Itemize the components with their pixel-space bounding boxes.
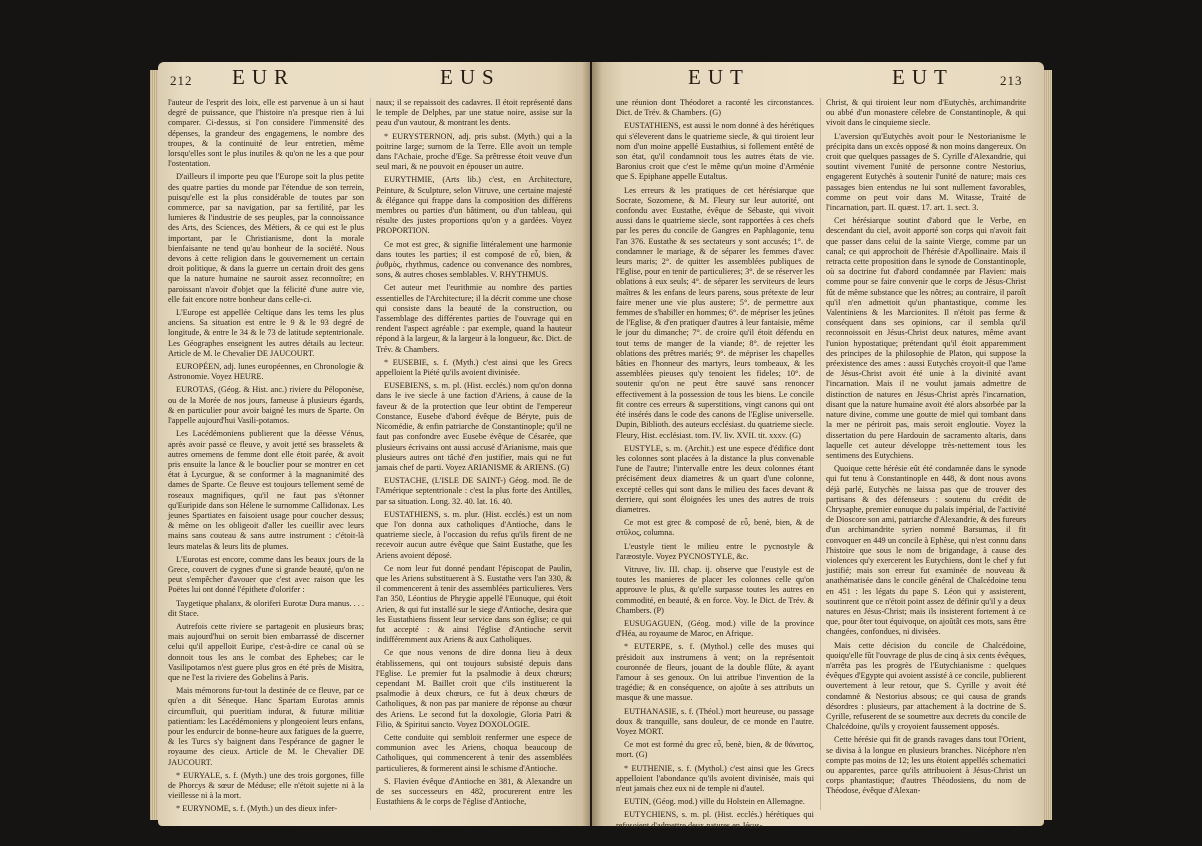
paragraph: * EUSEBIE, s. f. (Myth.) c'est ainsi que les Grecs appelloient la Piété qu'ils avoient divinisée. <box>376 357 572 378</box>
paragraph: Ce mot est grec, & signifie littéralement une harmonie dans toutes les parties; il est composé de εὖ, bien, & ῥυθμὸς, rhythmus, cadence ou convenance des nombres, sons, & autres choses semblables. V. RHYTHMUS. <box>376 239 572 280</box>
paragraph: S. Flavien évêque d'Antioche en 381, & Alexandre un de ses successeurs en 482, procurerent entre les Eustathiens & le corps de l'église d'Antioche, <box>376 776 572 807</box>
paragraph: EUSTATHIENS, est aussi le nom donné à des hérétiques qui s'éleverent dans le quatrieme siecle, & qui tiroient leur nom d'un moine appellé Eustathius, si follement entêté de son état, qu'il condamnoit tous les autres états de vie. Baronius croit que c'est le même qu'un moine d'Arménie que S. Epiphane appelle Eutaltus. <box>616 121 814 182</box>
paragraph: EUSTACHE, (L'ISLE DE SAINT-) Géog. mod. île de l'Amérique septentrionale : c'est la plus forte des Antilles, par sa situation. Long. 32. 40. lat. 16. 40. <box>376 476 572 506</box>
paragraph: * EUTERPE, s. f. (Mythol.) celle des muses qui présidoit aux instrumens à vent; on la représentoit couronnée de fleurs, jouant de la double flûte, & ayant l'amour à ses genoux. On lui attribue l'invention de la tragédie; & en conséquence, on ajoûte à ses attributs un masque & une massue. <box>616 642 814 703</box>
left-page-column-1 <box>168 98 364 814</box>
paragraph: * EURYNOME, s. f. (Myth.) un des dieux infer- <box>176 804 338 814</box>
paragraph: Ce que nous venons de dire donna lieu à deux établissemens, qui ont toujours subsisté depuis dans l'Eglise. Le premier fut la psalmodie à deux chœurs; cependant M. Baillet croit que c'ils instituerent la psalmodie à deux chœurs, ce fut à deux chœurs de Catholiques, & non pas par maniere de réponse au chœur des Ariens. Le second fut la doxologie, Gloria Patri & Filio, & Spiritui sancto. Voyez DOXOLOGIE. <box>376 648 572 729</box>
paragraph: EURYTHMIE, (Arts lib.) c'est, en Architecture, Peinture, & Sculpture, selon Vitruve, une certaine majesté & élégance qui frappe dans la composition des différens membres ou parties d'un bâtiment, ou d'un tableau, qui résulte des justes proportions qu'on y a gardées. Voyez PROPORTION. <box>376 175 572 236</box>
paragraph: L'aversion qu'Eutychès avoit pour le Nestorianisme le précipita dans un excès opposé & non moins dangereux. On croit que quelques passages de S. Cyrille d'Alexandrie, qui soutint vivement l'unité de personne contre Nestorius, engagerent Eutychès à soutenir l'unité de nature; mais ces passages bien entendus ne lui sont nullement favorables, comme on peut voir dans M. Witasse, Traité de l'incarnation, part. II. quæst. 17. art. 1. sect. 3. <box>826 131 1026 213</box>
paragraph: L'eustyle tient le milieu entre le pycnostyle & l'aræostyle. Voyez PYCNOSTYLE, &c. <box>616 541 814 561</box>
paragraph: Cet hérésiarque soutint d'abord que le Verbe, en descendant du ciel, avoit apporté son corps qui n'avoit fait que passer dans celui de la sainte Vierge, comme par un canal; ce qui approchoit de l'hérésie d'Apollinaire. Mais il retracta cette proposition dans le synode de Constantinople, où sa doctrine fut d'abord condamnée par Flavien: mais comme pour se faire convenir que le corps de Jésus-Christ fût de même substance que les nôtres; au contraire, il paroît qu'il n'en admettoit qu'un phantastique, comme les Valentiniens & les Marcionites. Il n'étoit pas ferme & conséquent dans ses opinions, car il sembla qu'il reconnoissoit en Jésus-Christ deux natures, même avant l'union hypostatique; prétendant qu'il étoit apparemment des principes de la philosophie de Platon, qui suppose la préexistence des ames : aussi Eutychès croyoit-il que l'ame de Jésus-Christ avoit été unie à la divinité avant l'incarnation. Mais il ne voulut jamais admettre de distinction de natures en Jésus-Christ après l'incarnation, disant que la nature humaine avoit été alors absorbée par la nature divine, comme une goutte de miel qui tombant dans la mer ne périroit pas, mais seroit engloutie. Voyez la dissertation du pere Hardouin de sacramento altaris, dans laquelle cet auteur développe très-nettement tous les sentimens des Eutychiens. <box>826 216 1026 460</box>
paragraph: l'auteur de l'esprit des loix, elle est parvenue à un si haut degré de puissance, que l'histoire n'a presque rien à lui comparer. Ci-dessus, si l'on considere l'immensité des dépenses, la grandeur des engagemens, le nombre des troupes, & la continuité de leur entretien, même lorsqu'elles sont le plus inutiles & qu'on ne les a que pour l'ostentation. <box>168 98 364 169</box>
paragraph: * EUTHENIE, s. f. (Mythol.) c'est ainsi que les Grecs appelloient l'abondance qu'ils avoient divinisée, mais qui n'eut jamais chez eux ni de temple ni d'autel. <box>616 763 814 793</box>
paragraph: L'Europe est appellée Celtique dans les tems les plus anciens. Sa situation est entre le 9 & le 93 degré de longitude, & entre le 34 & le 73 de latitude septentrionale. Les Géographes enseignent les autres détails au lecteur. Article de M. le Chevalier DE JAUCOURT. <box>168 308 364 358</box>
paragraph: Quoique cette hérésie eût été condamnée dans le synode qui fut tenu à Constantinople en 448, & dont nous avons déjà parlé, Eutychès ne laissa pas que de trouver des partisans & des défenseurs : soutenu du crédit de Chrysaphe, premier eunuque du palais impérial, de l'activité de Dioscore son ami, patriarche d'Alexandrie, & des fureurs d'un archimandrite syrien nommé Barsumas, il fit convoquer en 449 un concile à Ephèse, qui n'est connu dans l'histoire que sous le nom de brigandage, à cause des violences qu'y exercerent les Eutychiens, dont le chef y fut justifié; mais son erreur fut examinée de nouveau & anathématisée dans le concile général de Chalcédoine tenu en 451 : les légats du pape S. Léon qui y assisterent, soutinrent que ce n'étoit point assez de définir qu'il y a deux natures en Jésus-Christ; mais ils insisterent fortement à ce que, pour ôter tout équivoque, on ajoûtât ces mots, sans être changées, confondues, ni divisées. <box>826 464 1026 637</box>
paragraph: Les erreurs & les pratiques de cet hérésiarque que Socrate, Sozomene, & M. Fleury sur leur autorité, ont confondu avec Eustathe, évêque de Sébaste, qui vivoit aussi dans le quatrieme siecle, sont rapportées à ces chefs par les peres du concile de Gangres en Paphlagonie, tenu l'an 376. Eustathe & ses sectateurs y sont accusés; 1°. de condamner le mariage, & de séparer les femmes d'avec leurs maris; 2°. de quitter les assemblées publiques de l'Eglise, pour en tenir de particulieres; 3°. de se réserver les oblations à eux seuls; 4°. de séparer les serviteurs de leurs maîtres & les enfans de leurs parens, sous prétexte de leur faire mener une vie plus austere; 5°. de permettre aux femmes de s'habiller en hommes; 6°. de mépriser les jeûnes de l'Eglise, & d'en pratiquer d'autres à leur fantaisie, même le jour du dimanche; 7°. de croire qu'il étoit défendu en tout tems de manger de la viande; 8°. de rejetter les oblations des prêtres mariés; 9°. de mépriser les chapelles bâties en l'honneur des martyrs, leurs tombeaux, & les assemblées pieuses qu'y tenoient les fideles; 10°. de soutenir qu'on ne peut être sauvé sans renoncer effectivement à la possession de tous les biens. Le concile fit contre ces erreurs & superstitions, vingt canons qui ont été insérés dans le code des canons de l'Eglise universelle. Dupin, Biblioth. des auteurs ecclésiast. du quatrieme siecle. Fleury, Hist. ecclésiast. tom. IV. liv. XVII. tit. xxxv. (G) <box>616 185 814 440</box>
right-page-column-2 <box>826 98 1026 814</box>
left-page-edges <box>150 70 158 820</box>
left-page-number: 212 <box>170 73 193 88</box>
paragraph: Ce mot est formé du grec εὖ, benè, bien, & de θάνατος, mort. (G) <box>616 740 814 760</box>
paragraph: EUTYCHIENS, s. m. pl. (Hist. ecclés.) hérétiques qui refusoient d'admettre deux natures en Jésus- <box>616 810 814 830</box>
right-page <box>592 62 1044 830</box>
paragraph: Ce nom leur fut donné pendant l'épiscopat de Paulin, que les Ariens substituerent à S. Eustathe vers l'an 330, & il commencerent à tenir des assemblées particulieres. Vers l'an 350, Léontius de Phrygie appellé l'Eunuque, qui étoit Arien, & qui fut installé sur le siege d'Antioche, desira que les Eustathiens fissent leur service dans son église; ce qui fut accepté : & ainsi l'église d'Antioche servit indifféremment aux Ariens & aux Catholiques. <box>376 563 572 645</box>
left-column-rule <box>370 98 371 810</box>
paragraph: Les Lacédémoniens publierent que la déesse Vénus, après avoir passé ce fleuve, y avoit jetté ses brasselets & autres ornemens de femme dont elle étoit parée, & avoit pris ensuite la lance & le bouclier pour se montrer en cet état à Lycurgue, & se conformer à la magnanimité des dames de Sparte. Ce fleuve est toujours tellement semé de roseaux magnifiques, qu'il ne faut pas s'étonner qu'Euripide dans son Hélene le surnomme Callidonax. Les jeunes Spartiates en faisoient usage pour coucher dessus; & même on les obligeoit d'aller les cueillir avec leurs mains sans couteau & sans autre instrument : c'étoit-là leurs matelas & leurs lits de plumes. <box>168 429 364 551</box>
paragraph: EUSEBIENS, s. m. pl. (Hist. ecclés.) nom qu'on donna dans le ive siecle à une faction d'Ariens, à cause de la faveur & de la protection que leur obtint de l'empereur Constance, Eusebe d'abord évêque de Béryte, puis de Nicomédie, & enfin patriarche de Constantinople; qu'il ne faut pas confondre avec Eusebe évêque de Césarée, que plusieurs écrivains ont aussi accusé d'Arianisme, mais que plusieurs autres ont tâché d'en justifier, mais qui ne fut jamais chef de parti. Voyez ARIANISME & ARIENS. (G) <box>376 381 572 472</box>
right-page-column-1 <box>616 98 814 830</box>
paragraph: D'ailleurs il importe peu que l'Europe soit la plus petite des quatre parties du monde par l'étendue de son terrein, puisqu'elle est la plus considérable de toutes par son commerce, par sa navigation, par sa fertilité, par les lumieres & l'industrie de ses peuples, par la connoissance des Arts, des Sciences, des Métiers, & ce qui est le plus important, par le Christianisme, dont la morale bienfaisante ne tend qu'au bonheur de la société. Nous devons à cette religion dans le gouvernement un certain droit politique, & dans la guerre un certain droit des gens que la nature humaine ne sauroit assez reconnoître; en paroissant n'avoir d'objet que la félicité d'une autre vie, elle fait encore notre bonheur dans celle-ci. <box>168 172 364 304</box>
paragraph: EUROPÉEN, adj. lunes européennes, en Chronologie & Astronomie. Voyez HEURE. <box>168 362 364 382</box>
paragraph: Ce mot est grec & composé de εὖ, benè, bien, & de στῦλος, columna. <box>616 518 814 538</box>
paragraph: Christ, & qui tiroient leur nom d'Eutychès, archimandrite ou abbé d'un monastere célebre de Constantinople, & qui vivoit dans le cinquieme siecle. <box>826 98 1026 128</box>
paragraph: Autrefois cette riviere se partageoit en plusieurs bras; mais aujourd'hui on seroit bien embarrassé de discerner celui qu'il appelloit Euripe, c'est-à-dire ce canal où se donnoit tous les ans le combat des Ephebes; car le Vasilipotamos n'est guere plus gros en été près de Misitra, que ne l'est la riviere des Gobelins à Paris. <box>168 621 364 682</box>
paragraph: EUROTAS, (Géog. & Hist. anc.) riviere du Péloponèse, ou de la Morée de nos jours, fameuse à plusieurs égards, & en particulier pour avoir baigné les murs de Sparte. On l'appelle aujourd'hui Vasili-potamos. <box>168 385 364 426</box>
paragraph: Taygetique phalanx, & oloriferi Eurotæ Dura manus. . . . dit Stace. <box>168 598 364 618</box>
paragraph: Cet auteur met l'eurithmie au nombre des parties essentielles de l'Architecture; il la décrit comme une chose qui consiste dans la beauté de la construction, ou l'assemblage des différentes parties de l'ouvrage qui en rendent l'aspect agréable : par exemple, quand la hauteur répond à la largeur, & la largeur à la longueur, &c. Dict. de Trév. & Chambers. <box>376 283 572 354</box>
book-gutter <box>582 62 602 826</box>
paragraph: naux; il se repaissoit des cadavres. Il étoit représenté dans le temple de Delphes, par une statue noire, assise sur la peau d'un vautour, & montrant les dents. <box>376 98 572 128</box>
left-page <box>158 62 590 826</box>
paragraph: Mais mémorons fur-tout la destinée de ce fleuve, par ce qu'en a dit Séneque. Hanc Spartam Eurotas amnis circumfluit, qui pueritiam indurat, & futuræ militiæ patientiam: les Lacédémoniens y plongeoient leurs enfans, pour les endurcir de bonne-heure aux fatigues de la guerre, & les Turcs s'y baignent dans l'espérance de gagner le royaume des cieux. Article de M. le Chevalier DE JAUCOURT. <box>168 686 364 767</box>
paragraph: Mais cette décision du concile de Chalcédoine, quoiqu'elle fût l'ouvrage de plus de cinq à six cents évêques, n'arrêta pas les progrès de l'Eutychianisme : quelques évêques d'Egypte qui avoient assisté à ce concile, publierent ouvertement à leur retour, que S. Cyrille y avoit été condamné & Nestorius absous; ce qui causa de grands désordres : plusieurs, par attachement à la doctrine de S. Cyrille, refuserent de se soumettre aux decrets du concile de Chalcédoine, qu'ils y croyoient faussement opposés. <box>826 640 1026 732</box>
left-running-head-left: EUR <box>232 65 295 89</box>
paragraph: * EURYSTERNON, adj. pris subst. (Myth.) qui a la poitrine large; surnom de la Terre. Elle avoit un temple dans l'Achaie, proche d'Ege. Sa prêtresse étoit veuve d'un seul mari, & ne pouvoit en épouser un autre. <box>376 131 572 172</box>
left-running-head-right: EUS <box>440 65 501 89</box>
paragraph: * EURYALE, s. f. (Myth.) une des trois gorgones, fille de Phorcys & sœur de Méduse; elle n'étoit sujette ni à la vieillesse ni à la mort. <box>168 770 364 801</box>
left-page-column-2 <box>376 98 572 814</box>
paragraph: une réunion dont Théodoret a raconté les circonstances. Dict. de Trév. & Chambers. (G) <box>616 98 814 118</box>
paragraph: Cette conduite qui sembloit renfermer une espece de communion avec les Ariens, choqua beaucoup de Catholiques, qui commencerent à tenir des assemblées particulieres, & formerent ainsi le schisme d'Antioche. <box>376 732 572 773</box>
paragraph: L'Eurotas est encore, comme dans les beaux jours de la Grece, couvert de cygnes d'une si grande beauté, qu'on ne peut s'empêcher d'avouer que c'est avec raison que les Poëtes lui ont donné l'épithete d'olorifer : <box>168 554 364 595</box>
right-running-head-left: EUT <box>688 65 750 89</box>
paragraph: EUTIN, (Géog. mod.) ville du Holstein en Allemagne. <box>624 797 805 807</box>
paragraph: EUSUGAGUEN, (Géog. mod.) ville de la province d'Héa, au royaume de Maroc, en Afrique. <box>616 618 814 639</box>
paragraph: Cette hérésie qui fit de grands ravages dans tout l'Orient, se divisa à la longue en plusieurs branches. Nicéphore n'en compte pas moins de 12; les uns étoient appellés schematici ou apparentes, parce qu'ils attribuoient à Jésus-Christ un corps phantastique; d'autres Théodosiens, du nom de Théodose, évêque d'Alexan- <box>826 735 1026 796</box>
right-column-rule <box>820 98 821 810</box>
paragraph: EUSTATHIENS, s. m. plur. (Hist. ecclés.) est un nom que l'on donna aux catholiques d'Antioche, dans le quatrieme siecle, à l'occasion du refus qu'ils firent de ne recevoir aucun autre évêque que Saint Eustathe, que les Ariens avoient déposé. <box>376 509 572 560</box>
right-running-head-right: EUT <box>892 65 954 89</box>
paragraph: Vitruve, liv. III. chap. ij. observe que l'eustyle est de toutes les manieres de placer les colonnes celle qu'on approuve le plus, & qu'elle surpasse toutes les autres en commodité, en beauté, & en force. Voy. le Dict. de Trév. & Chambers. (P) <box>616 564 814 615</box>
right-page-number: 213 <box>1000 73 1023 88</box>
right-page-edges <box>1044 70 1052 820</box>
paragraph: EUSTYLE, s. m. (Archit.) est une espece d'édifice dont les colonnes sont placées à la distance la plus convenable l'une de l'autre; l'intervalle entre les deux colonnes étant précisément deux diametres & un quart d'une colonne, excepté celles qui sont dans le milieu des faces devant & derriere, qui sont éloignées les unes des autres de trois diametres. <box>616 443 814 514</box>
paragraph: EUTHANASIE, s. f. (Théol.) mort heureuse, ou passage doux & tranquille, sans douleur, de ce monde en l'autre. Voyez MORT. <box>616 706 814 736</box>
